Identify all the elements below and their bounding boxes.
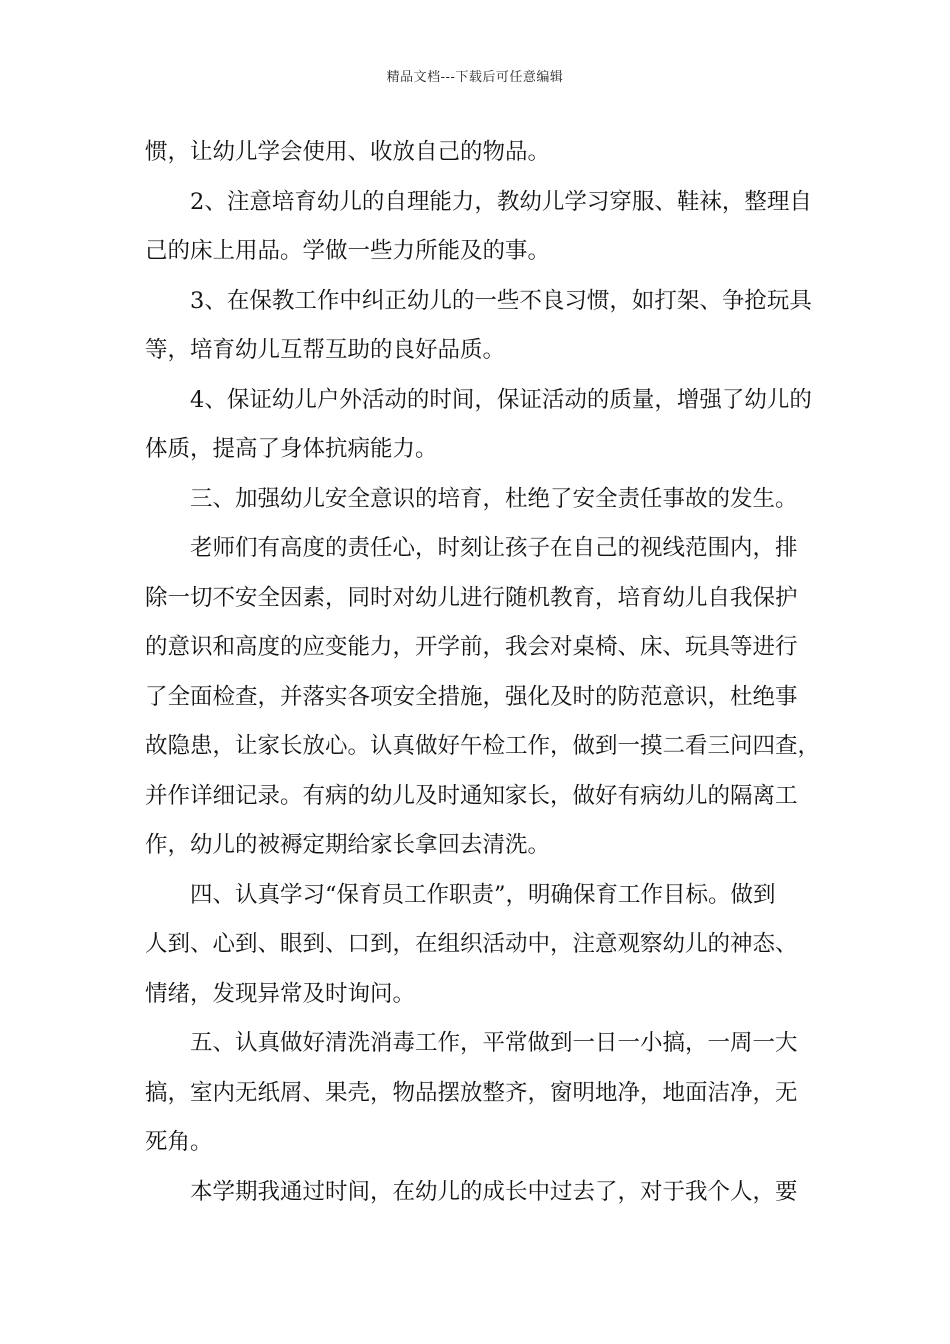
text-line: 等，培育幼儿互帮互助的良好品质。	[145, 337, 506, 363]
text-line: 作，幼儿的被褥定期给家长拿回去清洗。	[145, 832, 551, 858]
text-line: 3、在保教工作中纠正幼儿的一些不良习惯，如打架、争抢玩具	[190, 287, 812, 314]
text-line: 故隐患，让家长放心。认真做好午检工作，做到一摸二看三问四查，	[145, 733, 821, 759]
text-line: 2、注意培育幼儿的自理能力，教幼儿学习穿服、鞋袜，整理自	[190, 188, 812, 215]
document-body	[145, 128, 825, 1217]
text-line: 搞，室内无纸屑、果壳，物品摆放整齐，窗明地净，地面洁净，无	[145, 1079, 798, 1106]
text-line: 惯，让幼儿学会使用、收放自己的物品。	[145, 139, 551, 165]
text-line: 除一切不安全因素，同时对幼儿进行随机教育，培育幼儿自我保护	[145, 584, 798, 611]
text-line: 并作详细记录。有病的幼儿及时通知家长，做好有病幼儿的隔离工	[145, 782, 798, 809]
section-heading-line: 四、认真学习“保育员工作职责”，明确保育工作目标。做到	[190, 881, 776, 908]
text-line: 的意识和高度的应变能力，开学前，我会对桌椅、床、玩具等进行	[145, 634, 798, 660]
text-line: 老师们有高度的责任心，时刻让孩子在自己的视线范围内，排	[190, 535, 798, 561]
text-line: 人到、心到、眼到、口到，在组织活动中，注意观察幼儿的神态、	[145, 931, 798, 957]
text-line: 体质，提高了身体抗病能力。	[145, 436, 438, 462]
page-header: 精品文档---下载后可任意编辑	[386, 70, 564, 85]
text-line: 己的床上用品。学做一些力所能及的事。	[145, 238, 551, 264]
text-line: 了全面检查，并落实各项安全措施，强化及时的防范意识，杜绝事	[145, 683, 798, 710]
text-line: 本学期我通过时间，在幼儿的成长中过去了，对于我个人，要	[190, 1178, 798, 1205]
text-line: 情绪，发现异常及时询问。	[145, 980, 416, 1007]
text-line: 4、保证幼儿户外活动的时间，保证活动的质量，增强了幼儿的	[190, 386, 812, 413]
section-heading-line: 五、认真做好清洗消毒工作，平常做到一日一小搞，一周一大	[190, 1030, 798, 1056]
text-line: 死角。	[145, 1129, 213, 1155]
section-heading-line: 三、加强幼儿安全意识的培育，杜绝了安全责任事故的发生。	[190, 485, 798, 512]
